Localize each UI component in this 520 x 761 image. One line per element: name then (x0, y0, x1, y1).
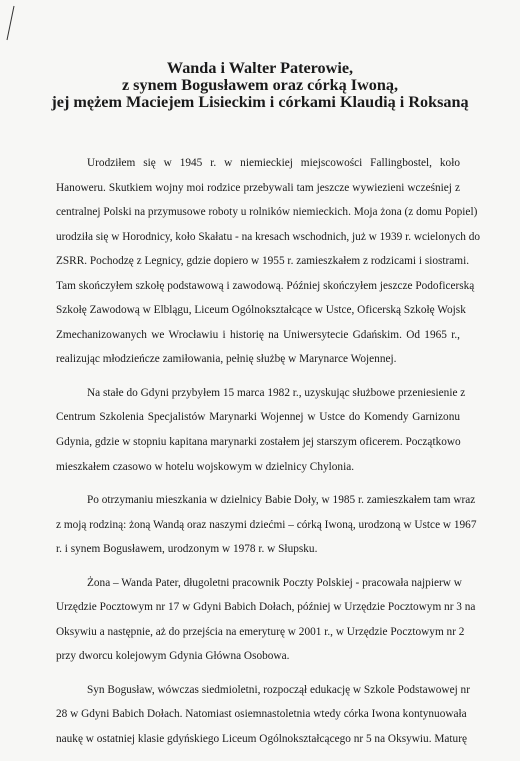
text-line: 28 w Gdyni Babich Dołach. Natomiast osiemnastoletnia wtedy córka Iwona kontynuowała (56, 708, 467, 721)
text-line: Tam skończyłem szkołę podstawową i zawodową. Później skończyłem jeszcze Podoficerską (56, 279, 475, 292)
text-line: Zmechanizowanych we Wrocławiu i historię na Uniwersytecie Gdańskim. Od 1965 r., (56, 328, 460, 341)
paragraph (56, 151, 481, 372)
text-line: Syn Bogusław, wówczas siedmioletni, rozpoczął edukację w Szkole Podstawowej nr (87, 683, 470, 696)
text-line: Urodziłem się w 1945 r. w niemieckiej miejscowości Fallingbostel, koło (87, 157, 460, 169)
text-line: Na stałe do Gdyni przybyłem 15 marca 1982 r., uzyskując służbowe przeniesienie z (87, 386, 466, 399)
title-line-3: jej mężem Maciejem Lisieckim i córkami Klaudią i Roksaną (51, 93, 469, 111)
text-line: Żona – Wanda Pater, długoletni pracownik Poczty Polskiej - pracowała najpierw w (87, 576, 462, 589)
text-line: Gdynia, gdzie w stopniu kapitana marynarki zostałem jej starszym oficerem. Początkowo (56, 436, 461, 449)
text-line: urodziła się w Horodnicy, koło Skałatu - na kresach wschodnich, już w 1939 r. wcielonych do (56, 230, 481, 243)
text-line: centralnej Polski na przymusowe roboty u rolników niemieckich. Moja żona (z domu Popiel) (56, 206, 478, 219)
pen-stroke-mark (5, 4, 17, 42)
text-line: Szkołę Zawodową w Elblągu, Liceum Ogólnokształcące w Ustce, Oficerską Szkołę Wojsk (56, 304, 466, 317)
text-line: Po otrzymaniu mieszkania w dzielnicy Babie Doły, w 1985 r. zamieszkałem tam wraz (87, 494, 476, 507)
title-line-2: z synem Bogusławem oraz córką Iwoną, (121, 76, 399, 94)
text-line: Oksywiu a następnie, aż do przejścia na emeryturę w 2001 r., w Urzędzie Pocztowym nr 2 (56, 625, 465, 638)
paragraph (56, 571, 476, 669)
text-line: Hanoweru. Skutkiem wojny moi rodzice przebywali tam jeszcze wywiezieni wcześniej z (56, 181, 460, 194)
text-line: ZSRR. Pochodzę z Legnicy, gdzie dopiero w 1955 r. zamieszkałem z rodzicami i siostrami. (56, 255, 470, 268)
text-line: mieszkałem czasowo w hotelu wojskowym w dzielnicy Chylonia. (56, 460, 355, 473)
text-line: naukę w ostatniej klasie gdyńskiego Liceum Ogólnokształcącego nr 5 na Oksywiu. Maturę (56, 733, 467, 746)
text-line: realizując młodzieńcze zamiłowania, pełnię służbę w Marynarce Wojennej. (56, 353, 397, 366)
title-line-1: Wanda i Walter Paterowie, (166, 59, 354, 77)
paragraph (56, 488, 477, 562)
paragraph (56, 381, 466, 479)
text-line: Urzędzie Pocztowym nr 17 w Gdyni Babich Dołach, później w Urzędzie Pocztowym nr 3 na (56, 601, 476, 614)
text-line: z moją rodziną: żoną Wandą oraz naszymi dziećmi – córką Iwoną, urodzoną w Ustce w 1967 (56, 518, 477, 531)
document-title (40, 60, 480, 111)
document-body (56, 151, 481, 761)
text-line: przy dworcu kolejowym Gdynia Główna Osobowa. (56, 650, 290, 663)
text-line: Centrum Szkolenia Specjalistów Marynarki Wojennej w Ustce do Komendy Garnizonu (56, 411, 460, 424)
paragraph (56, 678, 470, 752)
text-line: r. i synem Bogusławem, urodzonym w 1978 r. w Słupsku. (56, 543, 318, 556)
